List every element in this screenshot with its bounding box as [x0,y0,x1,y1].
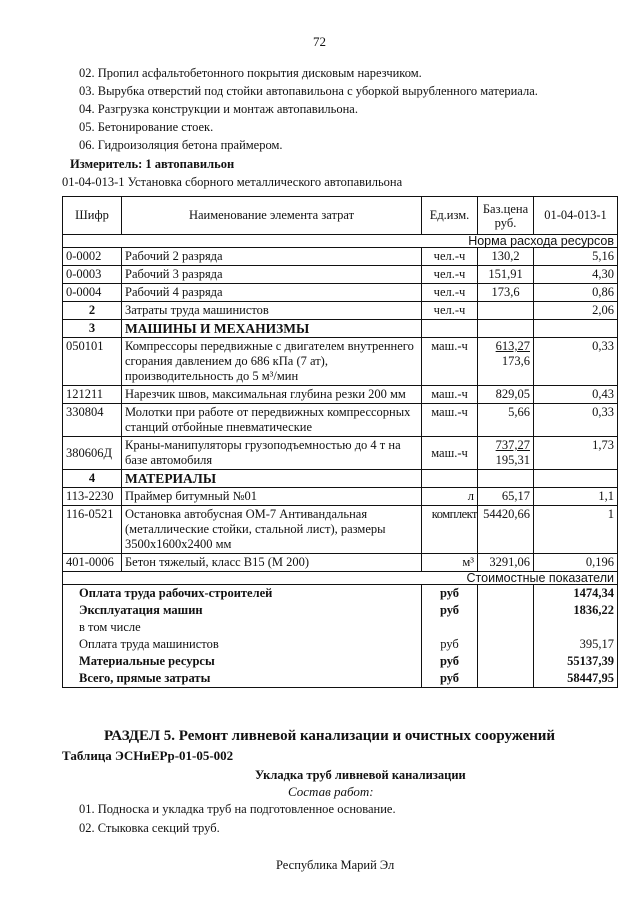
total-row [63,670,618,688]
cell-price: 5,66 [478,404,534,437]
table-code: Таблица ЭСНиЕРр-01-05-002 [62,748,234,763]
header-norm: 01-04-013-1 [534,197,618,235]
total-unit: руб [422,670,478,688]
measure-unit: Измеритель: 1 автопавильон [70,157,235,171]
cell-code: 401-0006 [63,554,122,572]
cell-name: Молотки при работе от передвижных компрессорных станций отбойные пневматические [122,404,422,437]
cell-price [478,437,534,470]
work-item: 06. Гидроизоляция бетона праймером. [79,138,283,152]
total-unit: руб [422,585,478,603]
cell-unit: чел.-ч [422,248,478,266]
total-label: Всего, прямые затраты [63,670,422,688]
cell-unit: чел.-ч [422,284,478,302]
cell-price: 829,05 [478,386,534,404]
total-row [63,636,618,653]
total-unit: руб [422,636,478,653]
price-value-secondary: 195,31 [495,453,530,467]
cell-norm: 1 [534,506,618,554]
cell-norm: 0,86 [534,284,618,302]
work-item: 02. Пропил асфальтобетонного покрытия дисковым нарезчиком. [79,66,422,80]
cell-price: 54420,66 [478,506,534,554]
cell-price: 151,91 [478,266,534,284]
cell-name: Компрессоры передвижные с двигателем внутреннего сгорания давлением до 686 кПа (7 ат), производительность до 5 м³/мин [122,338,422,386]
cell-name: Рабочий 2 разряда [122,248,422,266]
section-row [63,320,618,338]
table-subtitle: Укладка труб ливневой канализации [255,768,466,782]
cell-code: 113-2230 [63,488,122,506]
price-value: 737,27 [495,438,530,452]
table-row [63,248,618,266]
cell-price [478,338,534,386]
cell-norm: 5,16 [534,248,618,266]
cell-code: 0-0003 [63,266,122,284]
price-value: 613,27 [495,339,530,353]
cell-price: 65,17 [478,488,534,506]
norm-caption: Норма расхода ресурсов [63,235,618,248]
norm-caption-row [63,235,618,248]
cell-code: 050101 [63,338,122,386]
table-row [63,404,618,437]
cell-code: 3 [63,320,122,338]
table-row [63,284,618,302]
work-item: 04. Разгрузка конструкции и монтаж автопавильона. [79,102,358,116]
cell-norm: 4,30 [534,266,618,284]
table-header-row [63,197,618,235]
table-row [63,488,618,506]
cell-norm: 2,06 [534,302,618,320]
cell-unit: маш.-ч [422,404,478,437]
cost-caption: Стоимостные показатели [63,572,618,585]
cell-code: 0-0002 [63,248,122,266]
cell-code: 0-0004 [63,284,122,302]
page-footer: Республика Марий Эл [276,858,395,872]
resource-norm-table [62,196,618,688]
cell-norm: 1,1 [534,488,618,506]
total-label: Эксплуатация машин [63,602,422,619]
page-number: 72 [313,34,326,49]
header-price-line2: руб. [494,215,517,230]
total-label: в том числе [63,619,422,636]
total-label: Оплата труда машинистов [63,636,422,653]
section-row [63,470,618,488]
cell-norm: 0,33 [534,404,618,437]
work-item: 01. Подноска и укладка труб на подготовленное основание. [79,802,396,816]
total-value: 1836,22 [534,602,618,619]
cell-unit: л [422,488,478,506]
cell-unit: чел.-ч [422,302,478,320]
cell-name: Краны-манипуляторы грузоподъемностью до 4 т на базе автомобиля [122,437,422,470]
work-item: 05. Бетонирование стоек. [79,120,214,134]
total-label: Оплата труда рабочих-строителей [63,585,422,603]
cell-name: Остановка автобусная ОМ-7 Антивандальная (металлические стойки, стальной лист), размеры 3500x1600x2400 мм [122,506,422,554]
section-title: МАШИНЫ И МЕХАНИЗМЫ [122,320,422,338]
cell-unit: м³ [422,554,478,572]
cell-unit: чел.-ч [422,266,478,284]
total-value: 395,17 [534,636,618,653]
header-price-line1: Баз.цена [482,201,529,216]
table-row [63,386,618,404]
cell-price [478,302,534,320]
total-value: 55137,39 [534,653,618,670]
total-value: 58447,95 [534,670,618,688]
total-row [63,602,618,619]
cell-unit: маш.-ч [422,386,478,404]
cell-norm: 0,33 [534,338,618,386]
cell-code: 330804 [63,404,122,437]
cell-unit: комплект [422,506,478,554]
cell-name: Праймер битумный №01 [122,488,422,506]
work-item: 03. Вырубка отверстий под стойки автопавильона с уборкой вырубленного материала. [79,84,538,98]
total-row [63,619,618,636]
cell-price: 173,6 [478,284,534,302]
total-unit: руб [422,602,478,619]
table-row [63,302,618,320]
cost-caption-row [63,572,618,585]
work-item: 02. Стыковка секций труб. [79,821,220,835]
header-name: Наименование элемента затрат [122,197,422,235]
total-row [63,653,618,670]
cell-norm: 0,196 [534,554,618,572]
header-price [478,197,534,235]
header-code: Шифр [63,197,122,235]
total-row [63,585,618,603]
total-value: 1474,34 [534,585,618,603]
cell-name: Затраты труда машинистов [122,302,422,320]
norm-code-line: 01-04-013-1 Установка сборного металлического автопавильона [62,175,403,189]
table-row [63,338,618,386]
cell-code: 2 [63,302,122,320]
total-unit: руб [422,653,478,670]
cell-code: 116-0521 [63,506,122,554]
cell-unit: маш.-ч [422,338,478,386]
cell-norm: 1,73 [534,437,618,470]
section-heading: РАЗДЕЛ 5. Ремонт ливневой канализации и очистных сооружений [104,728,556,744]
table-row [63,506,618,554]
cell-unit: маш.-ч [422,437,478,470]
cell-name: Нарезчик швов, максимальная глубина резки 200 мм [122,386,422,404]
works-caption: Состав работ: [288,784,374,799]
price-value-secondary: 173,6 [501,354,530,368]
cell-name: Бетон тяжелый, класс В15 (М 200) [122,554,422,572]
table-row [63,554,618,572]
cell-code: 121211 [63,386,122,404]
total-label: Материальные ресурсы [63,653,422,670]
table-row [63,437,618,470]
cell-price: 3291,06 [478,554,534,572]
header-unit: Ед.изм. [422,197,478,235]
cell-price: 130,2 [478,248,534,266]
cell-code: 4 [63,470,122,488]
cell-name: Рабочий 3 разряда [122,266,422,284]
cell-code: 380606Д [63,437,122,470]
cell-norm: 0,43 [534,386,618,404]
section-title: МАТЕРИАЛЫ [122,470,422,488]
cell-name: Рабочий 4 разряда [122,284,422,302]
table-row [63,266,618,284]
